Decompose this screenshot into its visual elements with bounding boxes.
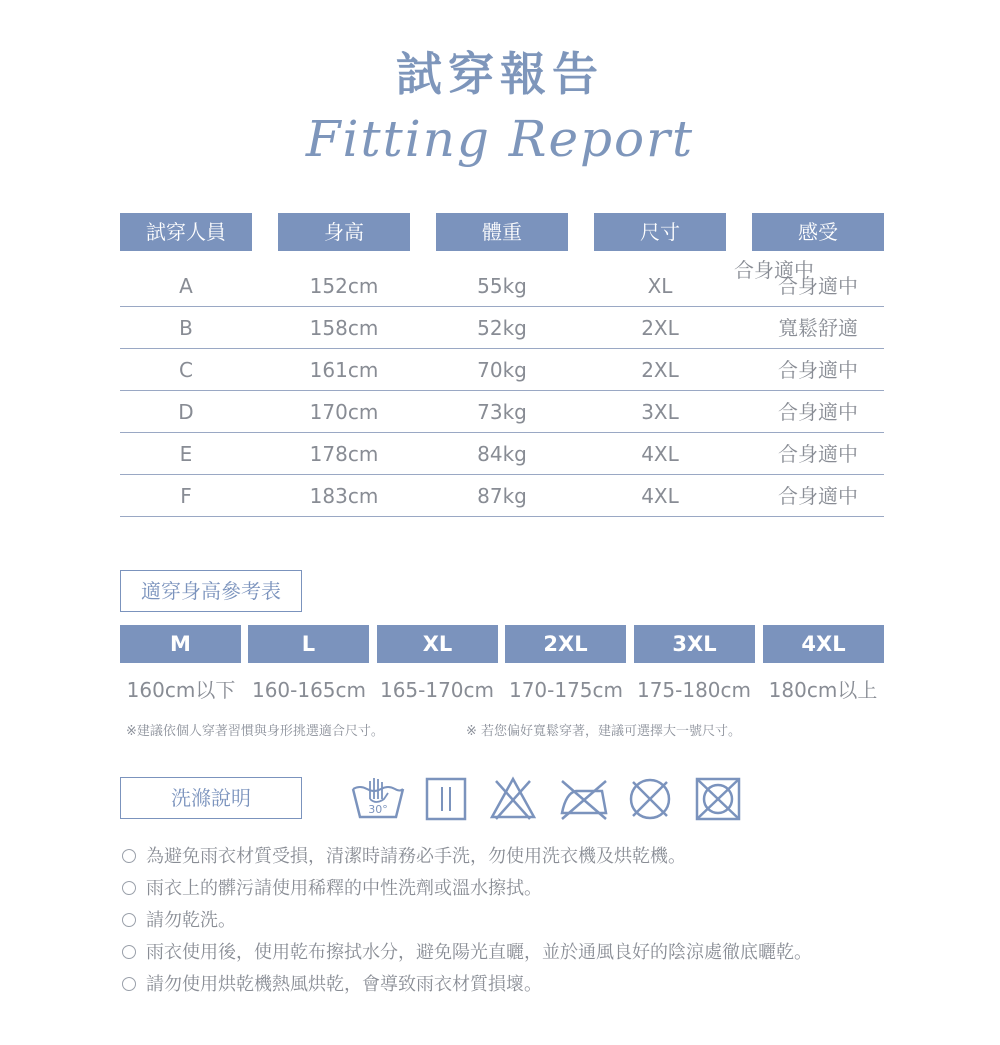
cell-weight: 84kg [477, 442, 527, 466]
line-dry-icon [424, 775, 468, 823]
wash-text: 雨衣上的髒污請使用稀釋的中性洗劑或溫水擦拭。 [146, 878, 542, 899]
cell-size: 4XL [641, 442, 679, 466]
range-2xl: 170-175cm [508, 678, 624, 702]
size-note-left: ※建議依個人穿著習慣與身形挑選適合尺寸。 [126, 724, 384, 739]
cell-height: 161cm [309, 358, 379, 382]
range-xl: 165-170cm [379, 678, 495, 702]
cell-weight: 55kg [477, 274, 527, 298]
size-4xl: 4XL [763, 625, 884, 663]
cell-feeling: 寬鬆舒適 [778, 316, 858, 340]
hand-wash-30-icon [348, 775, 408, 823]
cell-weight: 87kg [477, 484, 527, 508]
size-xl: XL [377, 625, 498, 663]
height-reference-label: 適穿身高參考表 [120, 570, 302, 612]
range-4xl: 180cm以上 [768, 678, 878, 702]
cell-height: 183cm [309, 484, 379, 508]
cell-feeling: 合身適中 [778, 400, 858, 424]
table-row [120, 349, 884, 391]
cell-weight: 70kg [477, 358, 527, 382]
header-size: 尺寸 [594, 213, 726, 251]
circle-bullet-icon [122, 945, 136, 959]
care-icons [348, 775, 748, 823]
cell-weight: 73kg [477, 400, 527, 424]
fitting-table-header [120, 213, 884, 251]
cell-height: 178cm [309, 442, 379, 466]
size-m: M [120, 625, 241, 663]
wash-text: 為避免雨衣材質受損，清潔時請務必手洗，勿使用洗衣機及烘乾機。 [146, 846, 686, 867]
cell-size: XL [647, 274, 673, 298]
list-item [120, 843, 920, 875]
cell-feeling: 合身適中 [778, 274, 858, 298]
cell-feeling: 合身適中 [778, 484, 858, 508]
washing-label: 洗滌說明 [120, 777, 302, 819]
fitting-table-body [120, 265, 884, 517]
cell-tester: C [179, 358, 193, 382]
wash-text: 請勿使用烘乾機熱風烘乾，會導致雨衣材質損壞。 [146, 974, 542, 995]
cell-tester: A [179, 274, 193, 298]
size-l: L [248, 625, 369, 663]
cell-tester: E [179, 442, 193, 466]
table-row [120, 475, 884, 517]
size-2xl: 2XL [505, 625, 626, 663]
table-row [120, 265, 884, 307]
wash-temp-label: 30° [368, 803, 388, 816]
wash-text: 雨衣使用後，使用乾布擦拭水分，避免陽光直曬，並於通風良好的陰涼處徹底曬乾。 [146, 942, 812, 963]
no-iron-icon [556, 775, 612, 823]
header-weight: 體重 [436, 213, 568, 251]
list-item [120, 875, 920, 907]
header-feeling: 感受 [752, 213, 884, 251]
circle-bullet-icon [122, 849, 136, 863]
header-tester: 試穿人員 [120, 213, 252, 251]
cell-height: 170cm [309, 400, 379, 424]
circle-bullet-icon [122, 913, 136, 927]
list-item [120, 971, 920, 1003]
cell-tester: B [179, 316, 193, 340]
size-range-row [120, 675, 884, 705]
no-tumble-dry-icon [692, 775, 744, 823]
range-3xl: 175-180cm [636, 678, 752, 702]
cell-tester: D [178, 400, 194, 424]
size-header-row [120, 625, 884, 663]
cell-feeling: 合身適中 [778, 442, 858, 466]
header-height: 身高 [278, 213, 410, 251]
table-row [120, 307, 884, 349]
cell-size: 2XL [641, 316, 679, 340]
cell-size: 2XL [641, 358, 679, 382]
list-item [120, 907, 920, 939]
cell-size: 4XL [641, 484, 679, 508]
circle-bullet-icon [122, 977, 136, 991]
page-subtitle: Fitting Report [305, 110, 695, 168]
cell-height: 152cm [309, 274, 379, 298]
washing-instructions [120, 843, 920, 1003]
list-item [120, 939, 920, 971]
circle-bullet-icon [122, 881, 136, 895]
cell-size: 3XL [641, 400, 679, 424]
cell-feeling: 合身適中 [778, 358, 858, 382]
cell-tester: F [180, 484, 192, 508]
wash-text: 請勿乾洗。 [146, 910, 236, 931]
range-l: 160-165cm [251, 678, 367, 702]
cell-weight: 52kg [477, 316, 527, 340]
page-title: 試穿報告 [396, 47, 604, 101]
size-note-right: ※ 若您偏好寬鬆穿著，建議可選擇大一號尺寸。 [466, 724, 742, 739]
table-row [120, 433, 884, 475]
size-3xl: 3XL [634, 625, 755, 663]
table-row [120, 391, 884, 433]
no-dry-clean-icon [626, 775, 674, 823]
no-bleach-icon [488, 775, 538, 823]
cell-height: 158cm [309, 316, 379, 340]
stray-feeling-label: 合身適中 [734, 258, 814, 282]
range-m: 160cm以下 [126, 678, 236, 702]
